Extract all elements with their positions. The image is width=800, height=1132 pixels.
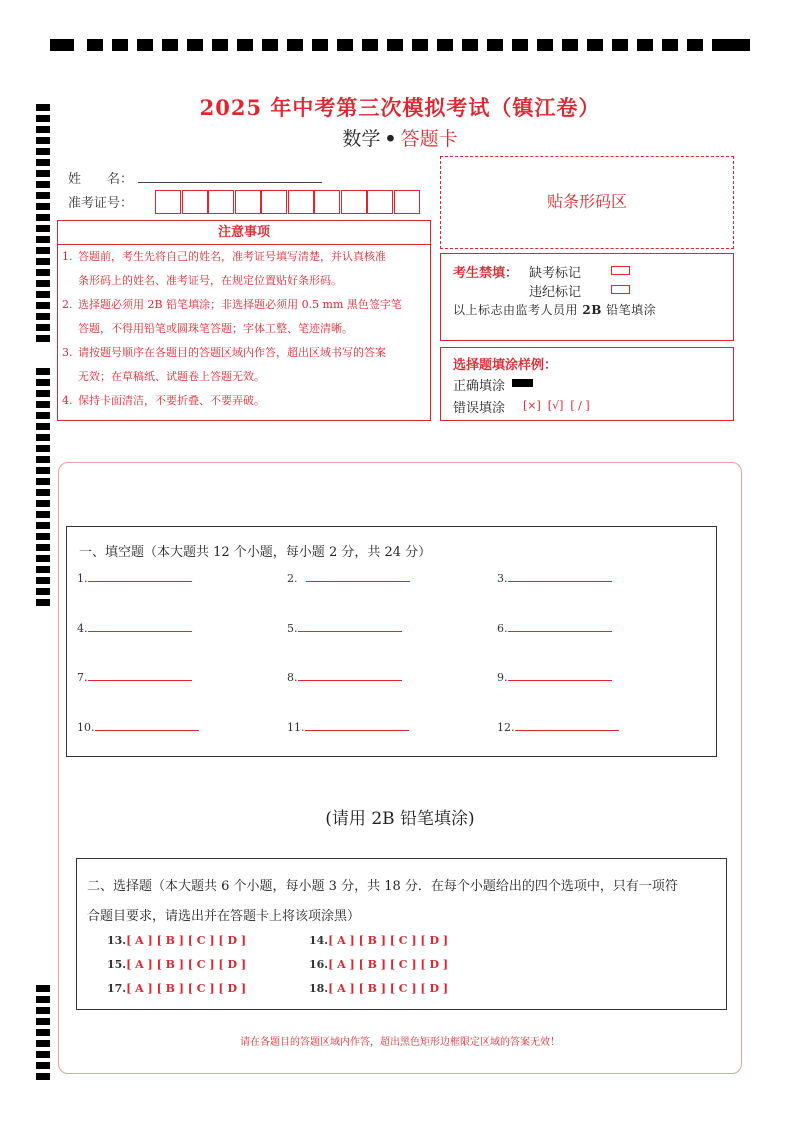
timing-mark — [36, 996, 50, 1003]
timing-mark — [36, 269, 50, 276]
forbidden-note-bold: 2B — [582, 303, 602, 317]
forbidden-note-suffix: 铅笔填涂 — [606, 303, 657, 317]
fill-blank-item — [287, 721, 409, 734]
notice-item — [78, 269, 446, 293]
exam-id-digit-box[interactable] — [235, 190, 261, 214]
notice-item-number: 4. — [62, 394, 73, 407]
choice-number: 16. — [309, 958, 329, 971]
page-subtitle — [0, 124, 800, 151]
notice-item-text: 保持卡面清洁，不要折叠、不要弄破。 — [78, 394, 265, 407]
section2-heading-line1: 二、选择题（本大题共 6 个小题，每小题 3 分，共 18 分．在每个小题给出的四个选项中，只有一项符 — [87, 879, 678, 894]
barcode-label: 贴条形码区 — [546, 192, 627, 211]
timing-mark — [36, 203, 50, 210]
fill-blank-answer-line[interactable] — [88, 671, 192, 681]
timing-mark — [36, 192, 50, 199]
timing-mark — [36, 511, 50, 518]
timing-mark — [36, 566, 50, 573]
notice-item-text: 选择题必须用 2B 铅笔填涂；非选择题必须用 0.5 mm 黑色签字笔 — [78, 298, 402, 311]
correct-fill-sample — [512, 379, 533, 387]
timing-mark — [36, 434, 50, 441]
timing-mark — [36, 555, 50, 562]
choice-options[interactable]: [ A ] [ B ] [ C ] [ D ] — [328, 982, 449, 995]
exam-id-digit-box[interactable] — [261, 190, 287, 214]
choice-number: 18. — [309, 982, 329, 995]
fill-blank-answer-line[interactable] — [508, 671, 612, 681]
exam-id-digit-box[interactable] — [208, 190, 234, 214]
choice-options[interactable]: [ A ] [ B ] [ C ] [ D ] — [126, 958, 247, 971]
fill-blank-number: 4. — [77, 622, 88, 635]
fill-blank-number: 1. — [77, 572, 88, 585]
card-label: 答题卡 — [400, 128, 458, 150]
timing-mark — [36, 500, 50, 507]
choice-item[interactable] — [107, 982, 246, 995]
timing-mark — [36, 544, 50, 551]
choice-item[interactable] — [309, 958, 448, 971]
timing-mark — [36, 236, 50, 243]
timing-mark — [36, 423, 50, 430]
section2-heading-line2: 合题目要求，请选出并在答题卡上将该项涂黑） — [87, 909, 361, 924]
choice-number: 13. — [107, 934, 127, 947]
choice-item[interactable] — [309, 982, 448, 995]
fill-blank-item — [497, 671, 612, 684]
timing-mark — [36, 247, 50, 254]
timing-mark — [562, 39, 578, 51]
timing-mark — [112, 39, 128, 51]
fill-blank-item — [497, 622, 612, 635]
notice-item — [62, 293, 430, 317]
timing-mark — [36, 170, 50, 177]
name-label: 姓 名： — [68, 172, 134, 187]
timing-mark — [50, 39, 74, 51]
fill-blank-number: 9. — [497, 671, 508, 684]
fill-blank-item — [287, 671, 402, 684]
violation-label: 违纪标记 — [529, 285, 582, 300]
fill-blank-number: 3. — [497, 572, 508, 585]
notice-title: 注意事项 — [217, 225, 270, 240]
timing-mark — [287, 39, 303, 51]
notice-item-text: 答题前，考生先将自己的姓名，准考证号填写清楚，并认真核准 — [78, 250, 386, 263]
timing-mark — [36, 445, 50, 452]
timing-mark — [687, 39, 703, 51]
timing-mark — [362, 39, 378, 51]
separator-dot: • — [384, 128, 397, 150]
fill-blank-answer-line[interactable] — [298, 671, 402, 681]
correct-label: 正确填涂 — [453, 379, 506, 394]
timing-mark — [36, 985, 50, 992]
fill-blank-number: 11. — [287, 721, 305, 734]
notice-item — [62, 245, 430, 269]
timing-mark — [36, 533, 50, 540]
timing-mark — [36, 313, 50, 320]
id-label: 准考证号： — [68, 196, 134, 211]
choice-number: 17. — [107, 982, 127, 995]
fill-blank-item — [77, 671, 192, 684]
timing-mark — [36, 258, 50, 265]
sample-title: 选择题填涂样例： — [453, 358, 558, 373]
fill-blank-item — [497, 572, 612, 585]
timing-mark — [36, 456, 50, 463]
notice-item-text: 答题，不得用铅笔或圆珠笔答题；字体工整、笔迹清晰。 — [78, 322, 353, 335]
timing-mark — [662, 39, 678, 51]
wrong-marks: [×] [√] [ / ] — [523, 399, 590, 412]
fill-blank-item — [77, 721, 199, 734]
timing-mark — [437, 39, 453, 51]
page-title: 2025 年中考第三次模拟考试（镇江卷） — [199, 95, 601, 120]
timing-mark — [137, 39, 153, 51]
timing-mark — [587, 39, 603, 51]
fill-blank-item — [77, 622, 192, 635]
timing-mark — [237, 39, 253, 51]
fill-blank-item — [287, 572, 410, 585]
timing-mark — [36, 489, 50, 496]
choice-item[interactable] — [107, 934, 246, 947]
timing-mark — [36, 588, 50, 595]
notice-item-number: 3. — [62, 346, 73, 359]
timing-mark — [36, 401, 50, 408]
notice-item-text: 无效；在草稿纸、试题卷上答题无效。 — [78, 370, 265, 383]
choice-options[interactable]: [ A ] [ B ] [ C ] [ D ] — [126, 934, 247, 947]
timing-mark — [36, 181, 50, 188]
timing-mark — [36, 324, 50, 331]
timing-mark — [36, 368, 50, 375]
timing-mark — [36, 478, 50, 485]
timing-mark — [36, 159, 50, 166]
fill-blank-answer-line[interactable] — [298, 622, 402, 632]
timing-mark — [36, 225, 50, 232]
timing-mark — [212, 39, 228, 51]
fill-blank-answer-line[interactable] — [306, 572, 410, 582]
fill-blank-answer-line[interactable] — [88, 572, 192, 582]
timing-mark — [36, 1018, 50, 1025]
barcode-area — [440, 156, 734, 249]
timing-mark — [387, 39, 403, 51]
timing-mark — [36, 214, 50, 221]
notice-item — [62, 389, 430, 413]
fill-blank-answer-line[interactable] — [95, 721, 199, 731]
timing-mark — [36, 390, 50, 397]
choice-options[interactable]: [ A ] [ B ] [ C ] [ D ] — [126, 982, 247, 995]
fill-blank-item — [497, 721, 619, 734]
choice-item[interactable] — [107, 958, 246, 971]
timing-mark — [36, 577, 50, 584]
fill-blank-item — [77, 572, 192, 585]
notice-item-text: 请按题号顺序在各题目的答题区域内作答，超出区域书写的答案 — [78, 346, 386, 359]
timing-mark — [262, 39, 278, 51]
forbidden-note — [453, 301, 656, 318]
timing-mark — [36, 1062, 50, 1069]
exam-id-digit-box[interactable] — [155, 190, 181, 214]
notice-item-text: 条形码上的姓名、准考证号，在规定位置贴好条形码。 — [78, 274, 342, 287]
timing-mark — [36, 1007, 50, 1014]
notice-item-number: 2. — [62, 298, 73, 311]
notice-item — [78, 365, 446, 389]
timing-mark — [337, 39, 353, 51]
fill-blank-answer-line[interactable] — [88, 622, 192, 632]
timing-mark — [36, 412, 50, 419]
name-field[interactable] — [138, 182, 322, 183]
fill-blank-number: 2. — [287, 572, 298, 585]
absent-mark-box[interactable] — [611, 266, 630, 275]
timing-mark — [36, 1073, 50, 1080]
timing-mark — [36, 1051, 50, 1058]
exam-id-digit-box[interactable] — [367, 190, 393, 214]
fill-blank-answer-line[interactable] — [508, 572, 612, 582]
fill-blank-number: 5. — [287, 622, 298, 635]
fill-blank-number: 10. — [77, 721, 95, 734]
timing-mark — [312, 39, 328, 51]
exam-id-digit-box[interactable] — [341, 190, 367, 214]
notice-title-box — [57, 220, 431, 245]
exam-id-digit-box[interactable] — [288, 190, 314, 214]
exam-id-digit-box[interactable] — [394, 190, 420, 214]
timing-mark — [36, 379, 50, 386]
wrong-label: 错误填涂 — [453, 401, 506, 416]
timing-mark — [36, 522, 50, 529]
forbidden-note-prefix: 以上标志由监考人员用 — [453, 303, 579, 317]
choice-number: 15. — [107, 958, 127, 971]
timing-mark — [36, 302, 50, 309]
choice-number: 14. — [309, 934, 329, 947]
forbidden-label: 考生禁填： — [453, 266, 519, 281]
choice-item[interactable] — [309, 934, 448, 947]
fill-blank-answer-line[interactable] — [515, 721, 619, 731]
timing-mark — [612, 39, 628, 51]
notice-item — [78, 317, 446, 341]
section1-heading: 一、填空题（本大题共 12 个小题，每小题 2 分，共 24 分） — [79, 545, 432, 560]
fill-blank-number: 6. — [497, 622, 508, 635]
choice-options[interactable]: [ A ] [ B ] [ C ] [ D ] — [328, 958, 449, 971]
timing-mark — [726, 39, 750, 51]
timing-mark — [412, 39, 428, 51]
fill-blank-number: 8. — [287, 671, 298, 684]
pencil-note: (请用 2B 铅笔填涂) — [325, 809, 475, 829]
timing-mark — [87, 39, 103, 51]
forbidden-box — [440, 253, 734, 341]
timing-mark — [187, 39, 203, 51]
subject-label: 数学 — [342, 128, 381, 150]
timing-mark — [36, 467, 50, 474]
timing-mark — [537, 39, 553, 51]
fill-blank-item — [287, 622, 402, 635]
timing-mark — [162, 39, 178, 51]
timing-mark — [512, 39, 528, 51]
timing-mark — [637, 39, 653, 51]
fill-blank-answer-line[interactable] — [508, 622, 612, 632]
fill-blank-answer-line[interactable] — [305, 721, 409, 731]
timing-mark — [36, 335, 50, 342]
exam-id-digit-box[interactable] — [314, 190, 340, 214]
fill-blank-number: 12. — [497, 721, 515, 734]
sample-box — [440, 347, 734, 421]
notice-item-number: 1. — [62, 250, 73, 263]
fill-blank-number: 7. — [77, 671, 88, 684]
absent-label: 缺考标记 — [529, 266, 582, 281]
timing-mark — [36, 291, 50, 298]
timing-mark — [36, 280, 50, 287]
exam-id-digit-box[interactable] — [182, 190, 208, 214]
choice-options[interactable]: [ A ] [ B ] [ C ] [ D ] — [328, 934, 449, 947]
notice-item — [62, 341, 430, 365]
violation-mark-box[interactable] — [611, 285, 630, 294]
timing-mark — [36, 599, 50, 606]
timing-mark — [487, 39, 503, 51]
timing-mark — [462, 39, 478, 51]
footer-note: 请在各题目的答题区域内作答，超出黑色矩形边框限定区域的答案无效！ — [240, 1037, 560, 1048]
